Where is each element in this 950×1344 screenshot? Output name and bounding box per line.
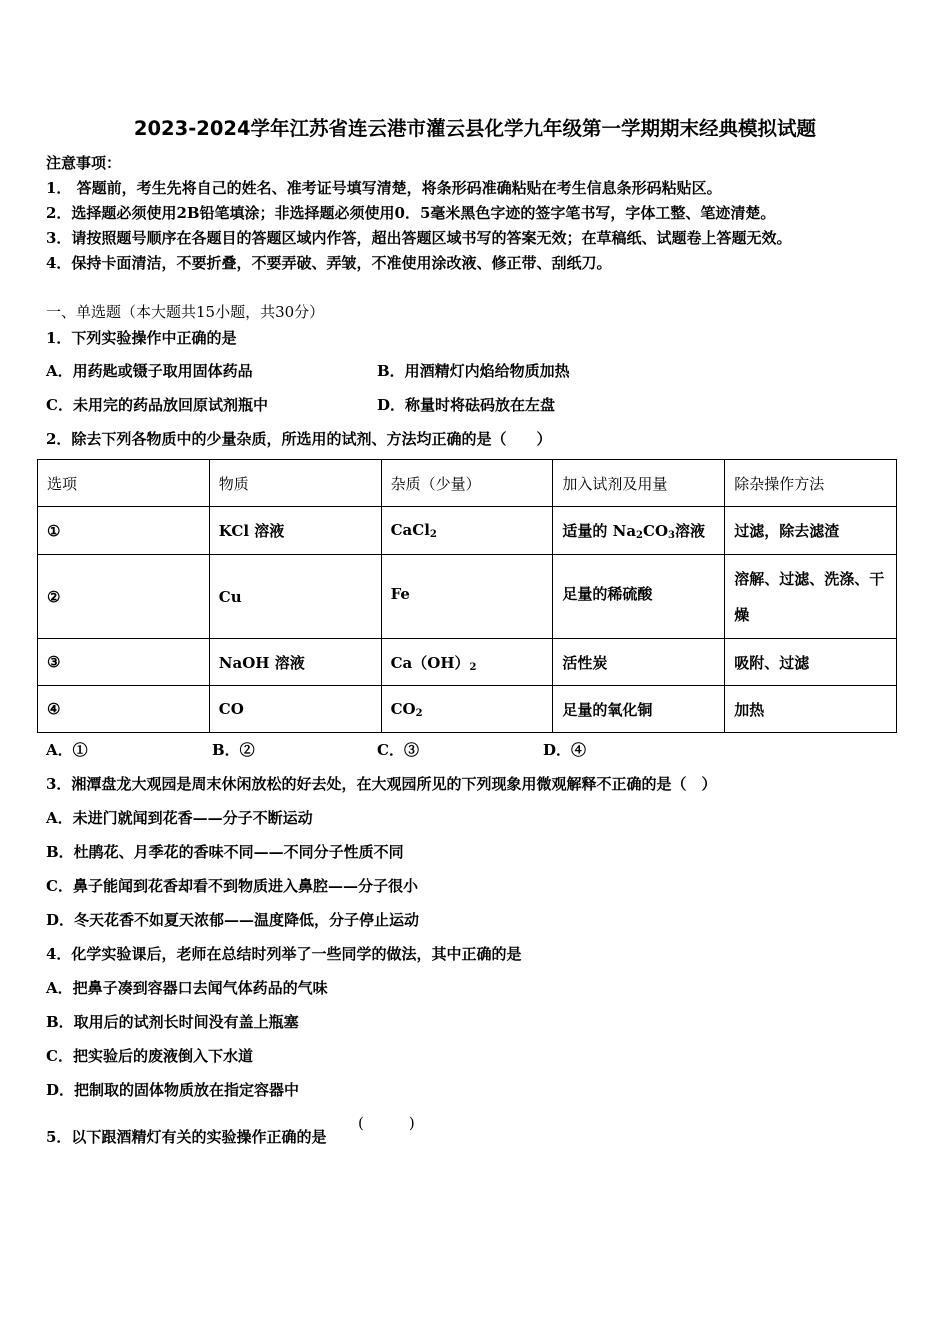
table-cell-option: ③: [38, 639, 210, 686]
question-2-option-d: D．④: [543, 741, 587, 759]
impurity-formula: CO: [390, 699, 416, 718]
table-cell-impurity: [381, 555, 553, 639]
reagent-subscript: 3: [668, 530, 675, 541]
impurity-formula: CaCl: [390, 521, 430, 539]
table-cell-method: 溶解、过滤、洗涤、干燥: [725, 555, 897, 639]
table-row: [38, 686, 897, 733]
reagent-text: 活性炭: [562, 653, 608, 672]
table-cell-substance: Cu: [209, 555, 381, 639]
impurity-subscript: 2: [429, 529, 437, 540]
table-cell-reagent: [553, 507, 725, 555]
question-2-option-b: B．②: [212, 741, 255, 759]
table-cell-reagent: [553, 555, 725, 639]
question-4-option-c: C．把实验后的废液倒入下水道: [46, 1047, 253, 1065]
table-row: [38, 555, 897, 639]
table-header-cell: 除杂操作方法: [725, 460, 897, 507]
table-header-cell: 选项: [38, 460, 210, 507]
question-3-option-b: B．杜鹃花、月季花的香味不同——不同分子性质不同: [46, 843, 404, 861]
question-1-option-a: A．用药匙或镊子取用固体药品: [46, 362, 253, 380]
table-cell-reagent: [553, 686, 725, 733]
notice-item-3: 3．请按照题号顺序在各题目的答题区域内作答，超出答题区域书写的答案无效；在草稿纸、试题卷上答题无效。: [46, 229, 792, 247]
question-3-stem: 3．湘潭盘龙大观园是周末休闲放松的好去处，在大观园所见的下列现象用微观解释不正确的是（ ）: [46, 775, 717, 793]
question-4-option-d: D．把制取的固体物质放在指定容器中: [46, 1081, 300, 1099]
table-cell-substance: CO: [209, 686, 381, 733]
notice-heading: 注意事项：: [46, 154, 122, 172]
reagent-text: 溶液: [675, 522, 706, 540]
question-5-stem: 5．以下跟酒精灯有关的实验操作正确的是: [46, 1128, 327, 1146]
reagent-text: 足量的稀硫酸: [562, 585, 653, 603]
impurity-formula: Fe: [390, 585, 410, 603]
impurity-subscript: 2: [415, 707, 423, 719]
question-2-stem: 2．除去下列各物质中的少量杂质，所选用的试剂、方法均正确的是（ ）: [46, 430, 552, 448]
question-1-option-c: C．未用完的药品放回原试剂瓶中: [46, 396, 268, 414]
table-cell-impurity: [381, 639, 553, 686]
table-header-cell: 杂质（少量）: [381, 460, 553, 507]
question-1-stem: 1．下列实验操作中正确的是: [46, 329, 237, 347]
question-2-option-c: C．③: [377, 741, 419, 759]
question-3-option-a: A．未进门就闻到花香——分子不断运动: [46, 809, 313, 827]
table-header-cell: 物质: [209, 460, 381, 507]
question-1-option-b: B．用酒精灯内焰给物质加热: [377, 362, 570, 380]
question-4-stem: 4．化学实验课后，老师在总结时列举了一些同学的做法，其中正确的是: [46, 945, 522, 963]
table-cell-option: ④: [38, 686, 210, 733]
table-row: [38, 507, 897, 555]
notice-item-4: 4．保持卡面清洁，不要折叠，不要弄破、弄皱，不准使用涂改液、修正带、刮纸刀。: [46, 254, 612, 272]
table-cell-method: 吸附、过滤: [725, 639, 897, 686]
table-header-row: [38, 460, 897, 507]
impurity-table: [37, 459, 897, 733]
section-heading: 一、单选题（本大题共15小题，共30分）: [46, 303, 325, 321]
table-cell-impurity: [381, 507, 553, 555]
question-3-option-d: D．冬天花香不如夏天浓郁——温度降低，分子停止运动: [46, 911, 420, 929]
table-cell-substance: NaOH 溶液: [209, 639, 381, 686]
question-2-option-a: A．①: [46, 741, 88, 759]
question-4-option-b: B．取用后的试剂长时间没有盖上瓶塞: [46, 1013, 299, 1031]
question-5-answer-bracket: ( ): [358, 1114, 415, 1132]
reagent-subscript: 2: [636, 530, 644, 541]
table-cell-reagent: [553, 639, 725, 686]
question-3-option-c: C．鼻子能闻到花香却看不到物质进入鼻腔——分子很小: [46, 877, 418, 895]
table-row: [38, 639, 897, 686]
table-cell-method: 过滤，除去滤渣: [725, 507, 897, 555]
impurity-formula: Ca（OH）: [390, 653, 470, 672]
table-cell-substance: KCl 溶液: [209, 507, 381, 555]
notice-item-2: 2．选择题必须使用2B铅笔填涂；非选择题必须使用0．5毫米黑色字迹的签字笔书写，字体工整、笔迹清楚。: [46, 204, 776, 222]
question-1-option-d: D．称量时将砝码放在左盘: [377, 396, 556, 414]
page-title: 2023-2024学年江苏省连云港市灌云县化学九年级第一学期期末经典模拟试题: [133, 117, 817, 140]
reagent-text: CO: [643, 522, 669, 540]
impurity-subscript: 2: [469, 661, 477, 673]
table-header-cell: 加入试剂及用量: [553, 460, 725, 507]
table-cell-method: 加热: [725, 686, 897, 733]
table-cell-impurity: [381, 686, 553, 733]
reagent-text: 足量的氧化铜: [562, 700, 653, 719]
reagent-text: 适量的 Na: [562, 522, 637, 540]
notice-item-1: 1． 答题前，考生先将自己的姓名、准考证号填写清楚，将条形码准确粘贴在考生信息条形码粘贴区。: [46, 179, 722, 197]
question-4-option-a: A．把鼻子凑到容器口去闻气体药品的气味: [46, 979, 328, 997]
table-cell-option: ①: [38, 507, 210, 555]
table-cell-option: ②: [38, 555, 210, 639]
